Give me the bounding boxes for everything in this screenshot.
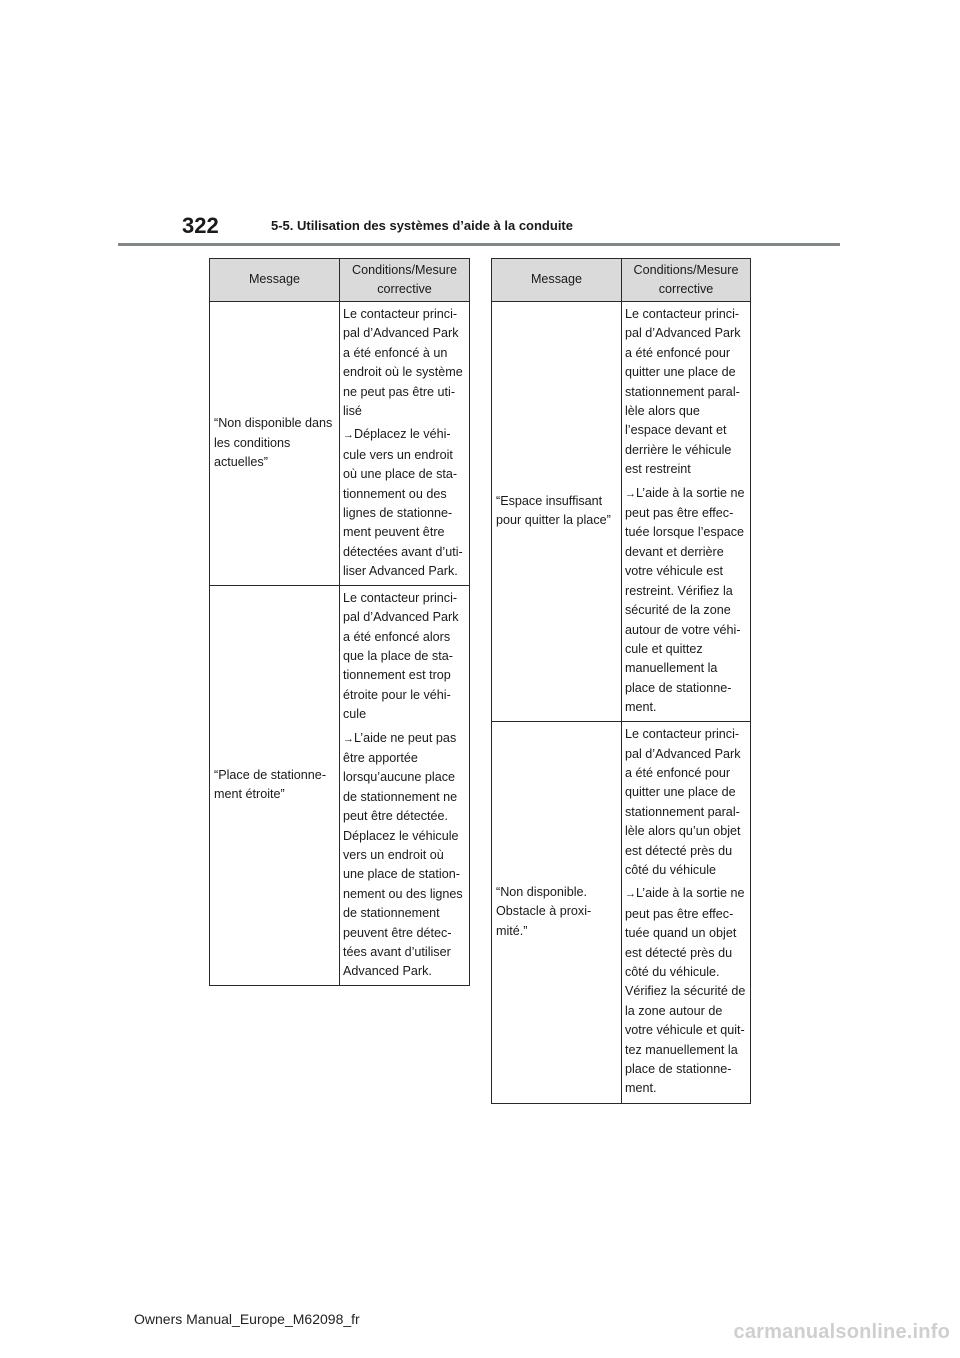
corrective-action <box>625 484 746 718</box>
condition-cell <box>622 721 751 1103</box>
corrective-action-text: L’aide à la sortie ne peut pas être effec-tuée quand un objet est détecté près du côté du véhicule. Vérifiez la sécurité de la zone autour de votre véhicule et quit-tez manuellement la place de stationne-ment. <box>625 886 746 1096</box>
condition-cell <box>340 302 470 586</box>
table-row <box>492 302 751 722</box>
header-divider <box>118 243 840 246</box>
corrective-action-text: L’aide à la sortie ne peut pas être effec-tuée lorsque l’espace devant et derrière votre véhicule est restreint. Vérifiez la sécurité de la zone autour de votre véhi-cule et quittez manuellement la place de stationne-ment. <box>625 485 745 715</box>
corrective-action <box>625 884 746 1098</box>
table-row <box>492 721 751 1103</box>
arrow-icon: → <box>625 888 636 901</box>
watermark: carmanualsonline.info <box>733 1321 950 1343</box>
message-cell: “Non disponible dans les conditions actuelles” <box>210 302 340 586</box>
condition-text: Le contacteur princi-pal d’Advanced Park a été enfoncé alors que la place de sta-tionnement est trop étroite pour le véhi-cule <box>343 590 459 722</box>
arrow-icon: → <box>343 429 354 442</box>
column-header-conditions-line2: corrective <box>658 282 714 296</box>
message-table-right <box>491 258 751 1104</box>
table-header-row <box>210 259 470 302</box>
corrective-action <box>343 425 465 581</box>
corrective-action <box>343 729 465 982</box>
table-row <box>210 585 470 985</box>
footer-document-name: Owners Manual_Europe_M62098_fr <box>134 1311 360 1327</box>
message-cell: “Espace insuffisant pour quitter la place” <box>492 302 622 722</box>
column-header-conditions-line2: corrective <box>377 282 432 296</box>
arrow-icon: → <box>343 732 354 745</box>
column-header-conditions <box>622 259 751 302</box>
section-title: 5-5. Utilisation des systèmes d’aide à la conduite <box>271 218 573 233</box>
condition-text: Le contacteur princi-pal d’Advanced Park a été enfoncé à un endroit où le système ne peut pas être uti-lisé <box>343 307 463 419</box>
column-header-message: Message <box>210 259 340 302</box>
table-row <box>210 302 470 586</box>
condition-text: Le contacteur princi-pal d’Advanced Park a été enfoncé pour quitter une place de stationnement paral-lèle alors qu’un objet est détecté près du côté du véhicule <box>625 727 741 878</box>
corrective-action-text: Déplacez le véhi-cule vers un endroit où une place de sta-tionnement ou des lignes de stationne-ment peuvent être détectées avant d’uti-liser Advanced Park. <box>343 427 463 579</box>
condition-cell <box>622 302 751 722</box>
column-header-conditions-line1: Conditions/Mesure <box>633 262 739 277</box>
condition-cell <box>340 585 470 985</box>
column-header-conditions-line1: Conditions/Mesure <box>352 262 457 277</box>
message-cell: “Non disponible. Obstacle à proxi-mité.” <box>492 721 622 1103</box>
column-header-conditions <box>340 259 470 302</box>
column-header-message: Message <box>492 259 622 302</box>
table-header-row <box>492 259 751 302</box>
corrective-action-text: L’aide ne peut pas être apportée lorsqu’aucune place de stationnement ne peut être détectée. Déplacez le véhicule vers un endroit où une place de station-nement ou des lignes de stationnement peuvent être détec-tées avant d’utiliser Advanced Park. <box>343 730 463 979</box>
arrow-icon: → <box>625 487 636 500</box>
message-cell: “Place de stationne-ment étroite” <box>210 585 340 985</box>
page-number: 322 <box>182 213 219 238</box>
message-table-left <box>209 258 470 986</box>
condition-text: Le contacteur princi-pal d’Advanced Park a été enfoncé pour quitter une place de stationnement paral-lèle alors que l’espace devant et derrière le véhicule est restreint <box>625 307 741 477</box>
